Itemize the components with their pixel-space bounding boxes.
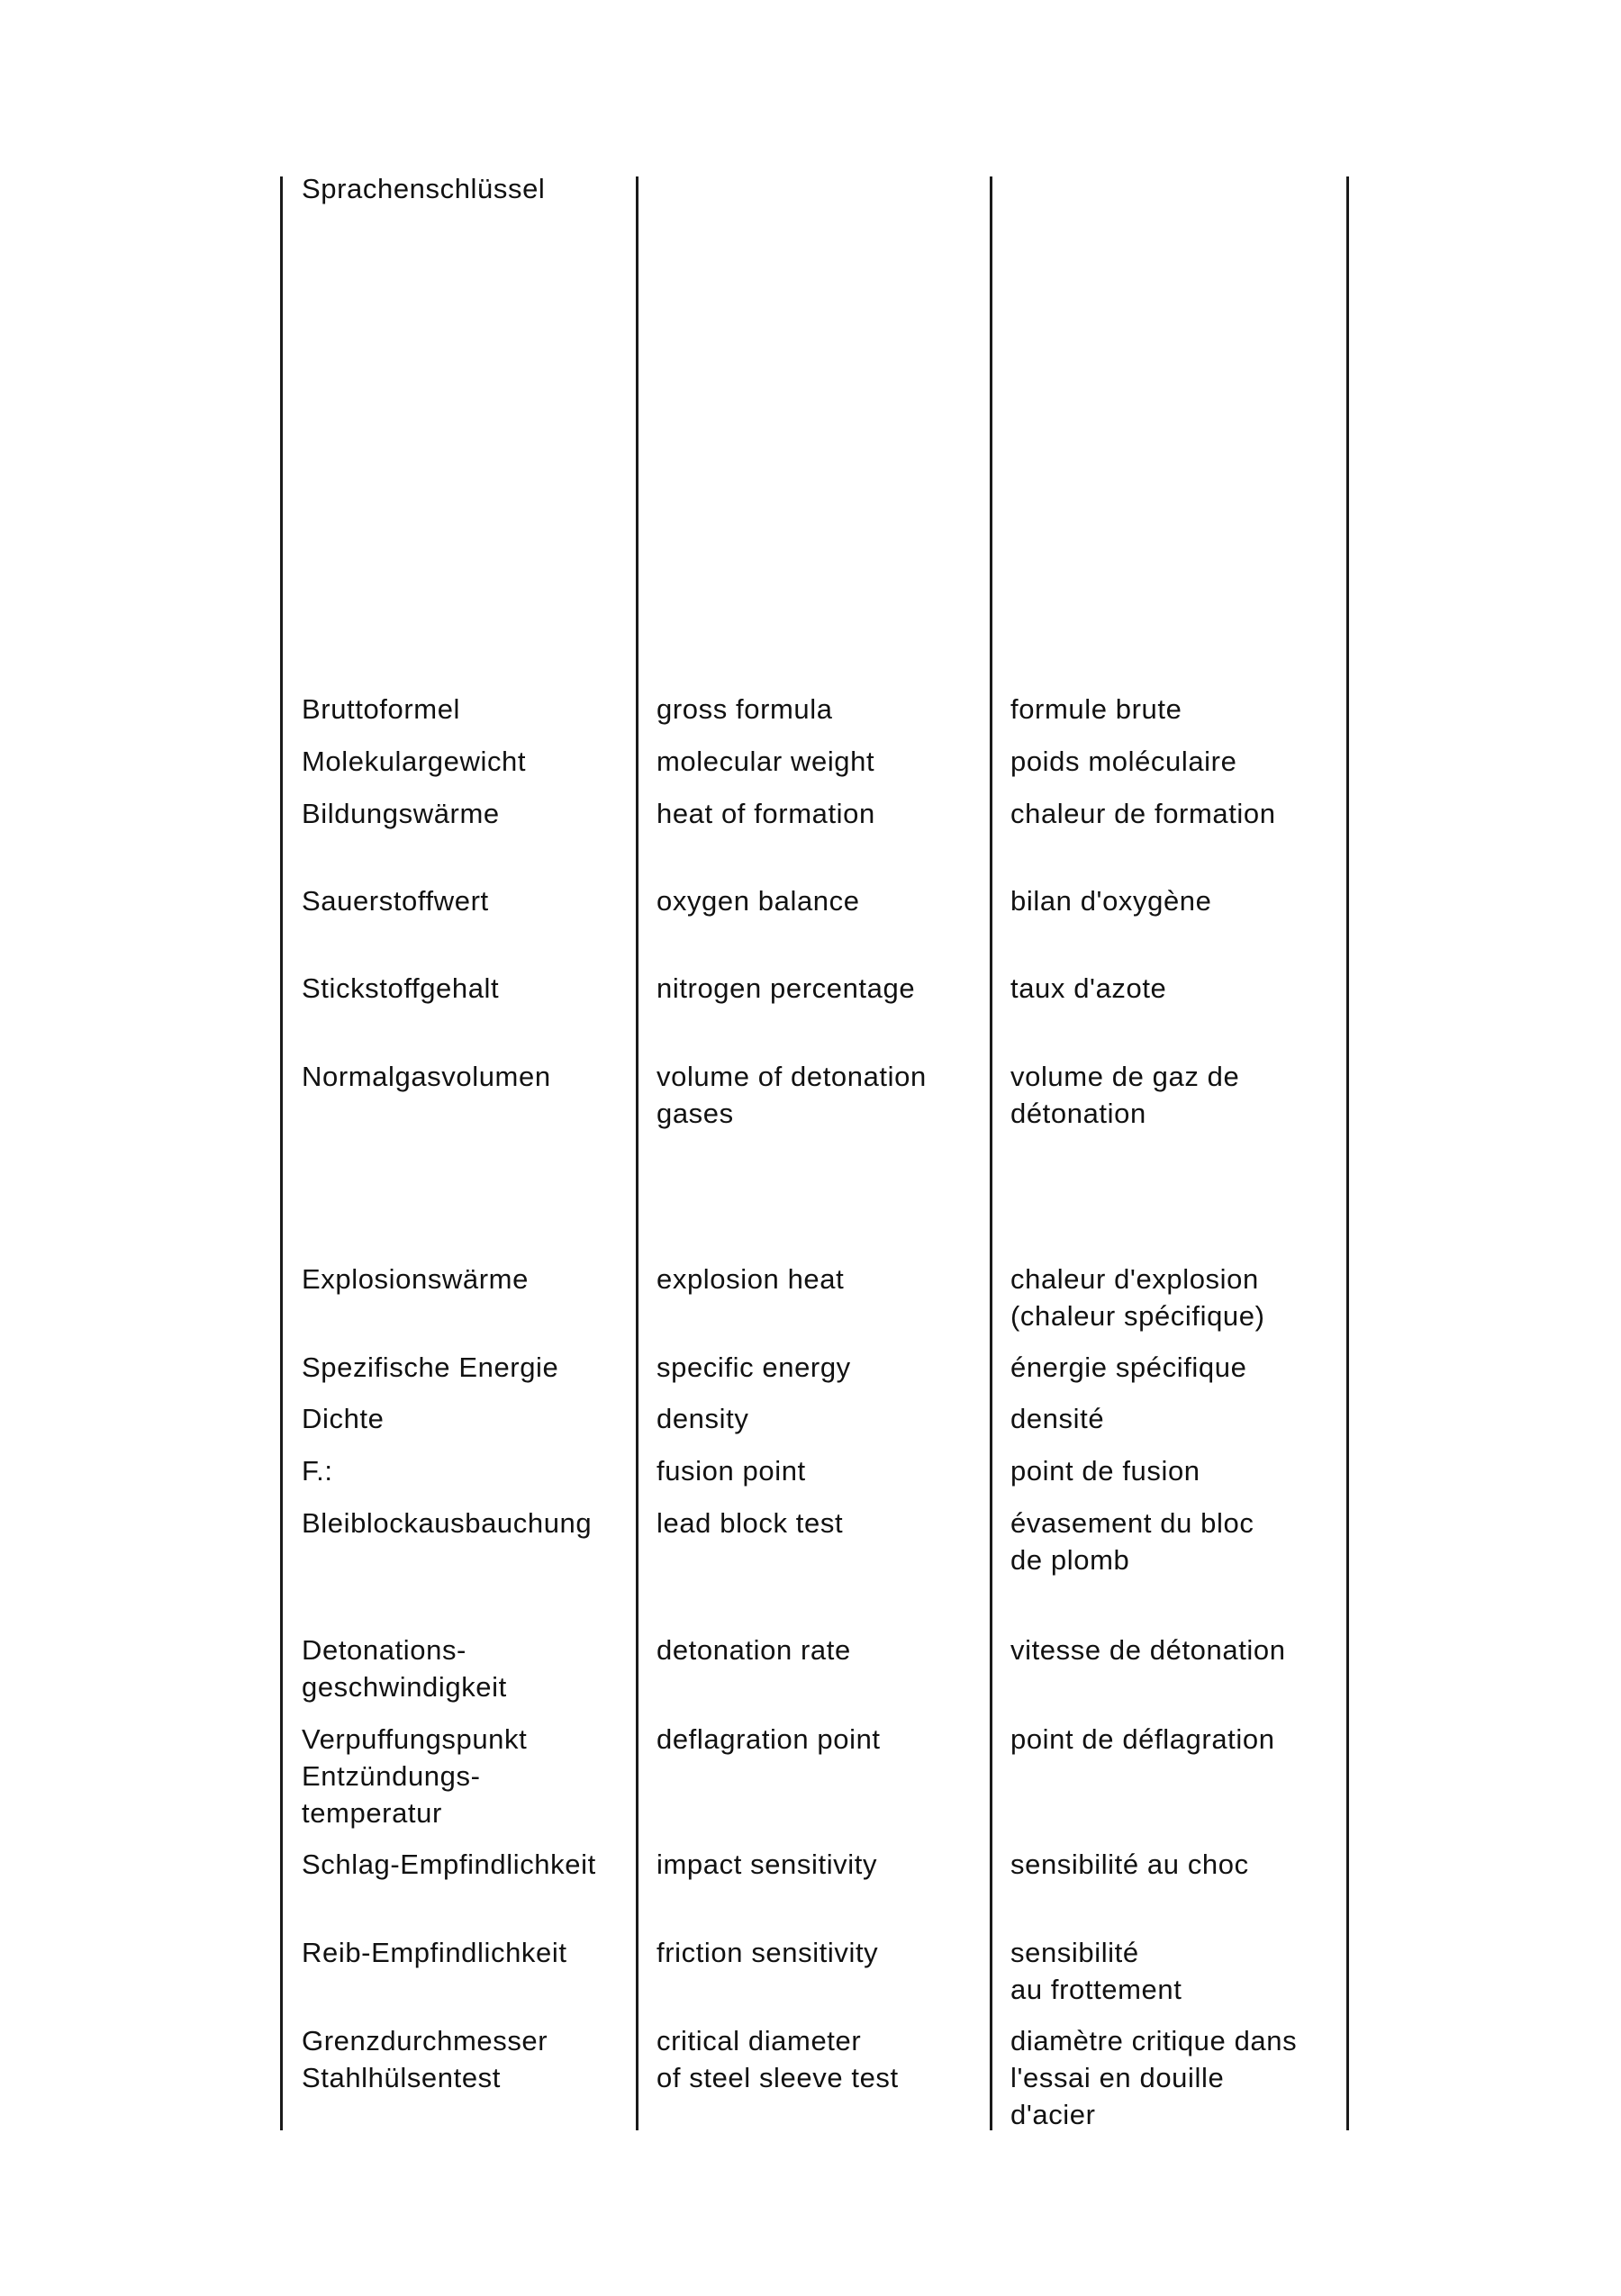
term-german: Spezifische Energie: [302, 1351, 559, 1383]
term-english: nitrogen percentage: [657, 972, 916, 1004]
term-french: poids moléculaire: [1010, 746, 1237, 777]
term-english: detonation rate: [657, 1634, 851, 1666]
term-french: densité: [1010, 1403, 1105, 1434]
term-french: point de fusion: [1010, 1455, 1200, 1487]
term-english: heat of formation: [657, 798, 875, 829]
term-english: volume of detonation gases: [657, 1061, 927, 1129]
term-french: bilan d'oxygène: [1010, 885, 1212, 917]
term-german: Stickstoffgehalt: [302, 972, 500, 1004]
term-french: diamètre critique dans l'essai en douille d'acier: [1010, 2025, 1298, 2130]
term-french: sensibilité au choc: [1010, 1849, 1249, 1880]
column-divider-german: [280, 176, 283, 2130]
term-english: gross formula: [657, 693, 833, 725]
term-english: specific energy: [657, 1351, 851, 1383]
term-german: Reib-Empfindlichkeit: [302, 1937, 567, 1968]
term-german: Verpuffungspunkt Entzündungs- temperatur: [302, 1723, 528, 1829]
term-french: formule brute: [1010, 693, 1182, 725]
term-english: oxygen balance: [657, 885, 860, 917]
term-german: F.:: [302, 1455, 333, 1487]
term-german: Grenzdurchmesser Stahlhülsentest: [302, 2025, 548, 2093]
term-english: explosion heat: [657, 1263, 845, 1295]
term-german: Bildungswärme: [302, 798, 500, 829]
term-german: Dichte: [302, 1403, 385, 1434]
term-english: density: [657, 1403, 749, 1434]
term-german: Molekulargewicht: [302, 746, 527, 777]
term-french: énergie spécifique: [1010, 1351, 1247, 1383]
term-german: Bruttoformel: [302, 693, 461, 725]
term-french: volume de gaz de détonation: [1010, 1061, 1240, 1129]
term-french: sensibilité au frottement: [1010, 1937, 1182, 2005]
term-german: Schlag-Empfindlichkeit: [302, 1849, 596, 1880]
column-divider-right: [1346, 176, 1349, 2130]
term-french: taux d'azote: [1010, 972, 1167, 1004]
term-german: Explosionswärme: [302, 1263, 529, 1295]
term-french: chaleur d'explosion (chaleur spécifique): [1010, 1263, 1265, 1332]
term-german: Detonations- geschwindigkeit: [302, 1634, 507, 1703]
term-english: friction sensitivity: [657, 1937, 879, 1968]
term-english: deflagration point: [657, 1723, 881, 1755]
term-english: molecular weight: [657, 746, 875, 777]
term-english: critical diameter of steel sleeve test: [657, 2025, 899, 2093]
language-key-title: Sprachenschlüssel: [302, 173, 546, 204]
term-french: évasement du bloc de plomb: [1010, 1507, 1254, 1576]
term-german: Normalgasvolumen: [302, 1061, 551, 1092]
term-german: Bleiblockausbauchung: [302, 1507, 593, 1539]
term-french: chaleur de formation: [1010, 798, 1276, 829]
column-divider-french: [990, 176, 992, 2130]
term-english: lead block test: [657, 1507, 844, 1539]
term-english: impact sensitivity: [657, 1849, 878, 1880]
column-divider-english: [636, 176, 638, 2130]
term-french: vitesse de détonation: [1010, 1634, 1286, 1666]
term-french: point de déflagration: [1010, 1723, 1275, 1755]
term-german: Sauerstoffwert: [302, 885, 489, 917]
term-english: fusion point: [657, 1455, 806, 1487]
